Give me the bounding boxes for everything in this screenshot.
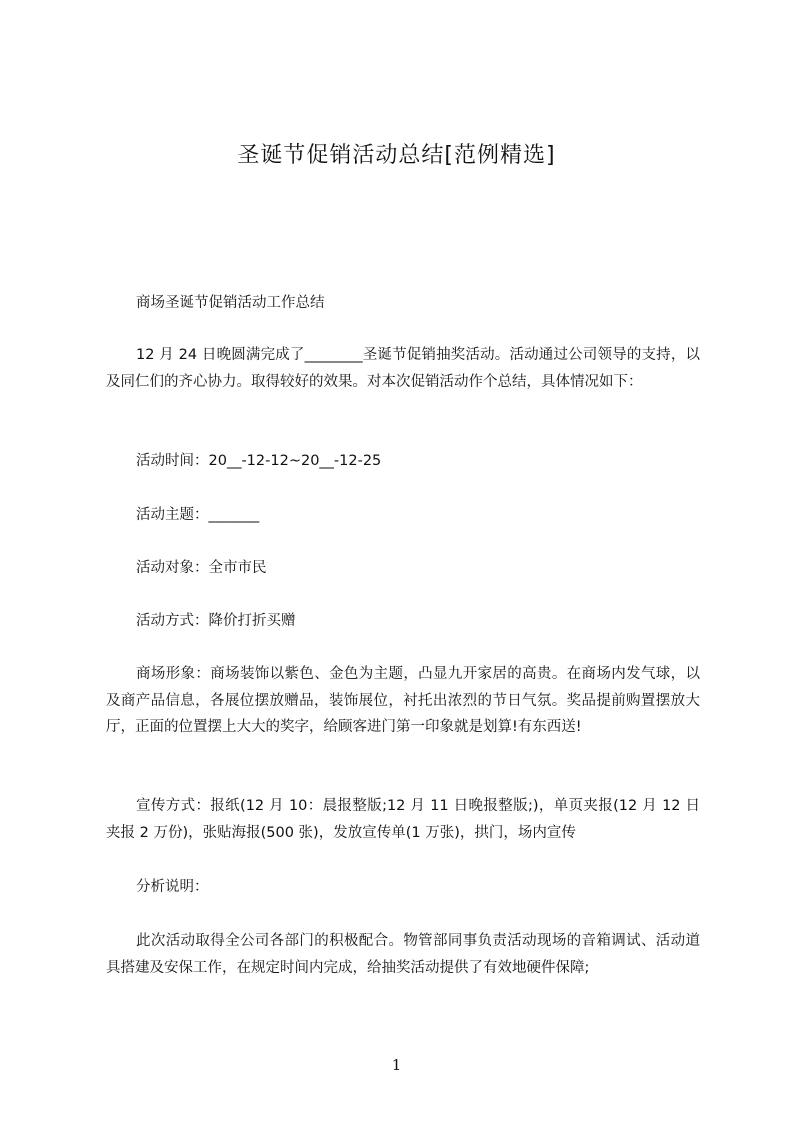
promotion-paragraph: 宣传方式：报纸(12 月 10：晨报整版;12 月 11 日晚报整版;)，单页夹报(12 月 12 日夹报 2 万份)，张贴海报(500 张)，发放宣传单(1 万张)，拱门，场内宣传 (106, 798, 700, 841)
activity-audience: 活动对象：全市市民 (136, 560, 267, 576)
activity-method: 活动方式：降价打折买赠 (136, 613, 296, 629)
page-number: 1 (391, 1056, 402, 1074)
analysis-paragraph: 此次活动取得全公司各部门的积极配合。物管部同事负责活动现场的音箱调试、活动道具搭建及安保工作，在规定时间内完成，给抽奖活动提供了有效地硬件保障; (106, 933, 700, 976)
activity-theme: 活动主题：_______ (136, 507, 260, 523)
document-title: 圣诞节促销活动总结[范例精选] (237, 143, 556, 168)
activity-time: 活动时间：20__-12-12~20__-12-25 (136, 453, 382, 469)
intro-paragraph: 12 月 24 日晚圆满完成了________圣诞节促销抽奖活动。活动通过公司领导的支持，以及同仁们的齐心协力。取得较好的效果。对本次促销活动作个总结，具体情况如下： (106, 347, 700, 390)
section-heading: 商场圣诞节促销活动工作总结 (136, 295, 325, 311)
store-image-paragraph: 商场形象：商场装饰以紫色、金色为主题，凸显九开家居的高贵。在商场内发气球，以及商产品信息，各展位摆放赠品，装饰展位，衬托出浓烈的节日气氛。奖品提前购置摆放大厅，正面的位置摆上大大的奖字，给顾客进门第一印象就是划算!有东西送! (106, 666, 700, 735)
analysis-heading: 分析说明： (136, 879, 209, 895)
